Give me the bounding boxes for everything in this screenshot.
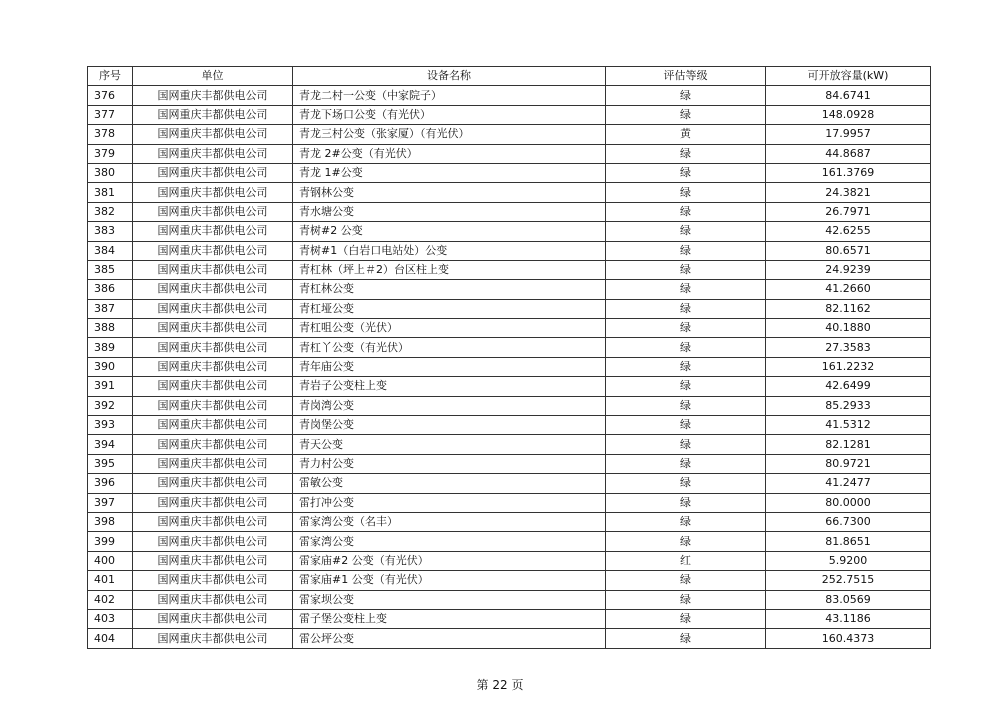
cell-serial: 378 xyxy=(88,125,133,144)
cell-device-name: 青天公变 xyxy=(293,435,606,454)
cell-device-name: 青岗湾公变 xyxy=(293,396,606,415)
cell-device-name: 青水塘公变 xyxy=(293,202,606,221)
cell-unit: 国网重庆丰都供电公司 xyxy=(133,474,293,493)
cell-unit: 国网重庆丰都供电公司 xyxy=(133,144,293,163)
table-row xyxy=(88,474,931,493)
table-row xyxy=(88,357,931,376)
cell-serial: 394 xyxy=(88,435,133,454)
cell-capacity: 42.6255 xyxy=(766,222,931,241)
table-row xyxy=(88,571,931,590)
cell-unit: 国网重庆丰都供电公司 xyxy=(133,125,293,144)
cell-serial: 385 xyxy=(88,260,133,279)
cell-grade: 绿 xyxy=(606,493,766,512)
cell-device-name: 青钢林公变 xyxy=(293,183,606,202)
cell-grade: 绿 xyxy=(606,319,766,338)
table-row xyxy=(88,222,931,241)
cell-grade: 绿 xyxy=(606,377,766,396)
cell-capacity: 42.6499 xyxy=(766,377,931,396)
cell-serial: 382 xyxy=(88,202,133,221)
cell-capacity: 148.0928 xyxy=(766,105,931,124)
table-header-row xyxy=(88,67,931,86)
cell-serial: 392 xyxy=(88,396,133,415)
cell-capacity: 160.4373 xyxy=(766,629,931,648)
cell-serial: 399 xyxy=(88,532,133,551)
cell-capacity: 41.5312 xyxy=(766,416,931,435)
cell-unit: 国网重庆丰都供电公司 xyxy=(133,532,293,551)
table-row xyxy=(88,144,931,163)
table-row xyxy=(88,551,931,570)
cell-serial: 377 xyxy=(88,105,133,124)
table-row xyxy=(88,377,931,396)
cell-unit: 国网重庆丰都供电公司 xyxy=(133,163,293,182)
cell-device-name: 青杠垭公变 xyxy=(293,299,606,318)
table-row xyxy=(88,280,931,299)
cell-device-name: 雷家湾公变 xyxy=(293,532,606,551)
cell-device-name: 青岗堡公变 xyxy=(293,416,606,435)
cell-grade: 绿 xyxy=(606,396,766,415)
cell-unit: 国网重庆丰都供电公司 xyxy=(133,512,293,531)
cell-unit: 国网重庆丰都供电公司 xyxy=(133,280,293,299)
cell-unit: 国网重庆丰都供电公司 xyxy=(133,435,293,454)
capacity-table xyxy=(87,66,931,649)
cell-serial: 384 xyxy=(88,241,133,260)
cell-device-name: 青树#2 公变 xyxy=(293,222,606,241)
cell-unit: 国网重庆丰都供电公司 xyxy=(133,454,293,473)
cell-capacity: 81.8651 xyxy=(766,532,931,551)
cell-device-name: 青岩子公变柱上变 xyxy=(293,377,606,396)
cell-capacity: 5.9200 xyxy=(766,551,931,570)
header-capacity: 可开放容量(kW) xyxy=(766,67,931,86)
cell-grade: 绿 xyxy=(606,532,766,551)
cell-device-name: 雷子堡公变柱上变 xyxy=(293,609,606,628)
cell-unit: 国网重庆丰都供电公司 xyxy=(133,105,293,124)
cell-device-name: 雷公坪公变 xyxy=(293,629,606,648)
cell-grade: 绿 xyxy=(606,86,766,105)
cell-grade: 绿 xyxy=(606,629,766,648)
cell-grade: 绿 xyxy=(606,144,766,163)
cell-device-name: 青力村公变 xyxy=(293,454,606,473)
cell-device-name: 雷家庙#2 公变（有光伏） xyxy=(293,551,606,570)
cell-device-name: 青龙三村公变（张家厦）（有光伏） xyxy=(293,125,606,144)
cell-serial: 386 xyxy=(88,280,133,299)
table-row xyxy=(88,202,931,221)
cell-unit: 国网重庆丰都供电公司 xyxy=(133,551,293,570)
cell-grade: 绿 xyxy=(606,416,766,435)
table-row xyxy=(88,590,931,609)
cell-grade: 绿 xyxy=(606,299,766,318)
table-row xyxy=(88,183,931,202)
cell-capacity: 161.3769 xyxy=(766,163,931,182)
cell-unit: 国网重庆丰都供电公司 xyxy=(133,202,293,221)
cell-device-name: 青年庙公变 xyxy=(293,357,606,376)
cell-capacity: 17.9957 xyxy=(766,125,931,144)
cell-device-name: 雷家庙#1 公变（有光伏） xyxy=(293,571,606,590)
cell-serial: 388 xyxy=(88,319,133,338)
cell-serial: 397 xyxy=(88,493,133,512)
cell-grade: 绿 xyxy=(606,474,766,493)
cell-device-name: 青杠林（坪上＃2）台区柱上变 xyxy=(293,260,606,279)
cell-serial: 389 xyxy=(88,338,133,357)
table-row xyxy=(88,493,931,512)
cell-unit: 国网重庆丰都供电公司 xyxy=(133,571,293,590)
cell-unit: 国网重庆丰都供电公司 xyxy=(133,590,293,609)
cell-unit: 国网重庆丰都供电公司 xyxy=(133,396,293,415)
cell-unit: 国网重庆丰都供电公司 xyxy=(133,609,293,628)
cell-serial: 396 xyxy=(88,474,133,493)
cell-unit: 国网重庆丰都供电公司 xyxy=(133,299,293,318)
table-row xyxy=(88,260,931,279)
cell-device-name: 青龙下场口公变（有光伏） xyxy=(293,105,606,124)
cell-device-name: 青树#1（白岩口电站处）公变 xyxy=(293,241,606,260)
cell-grade: 绿 xyxy=(606,222,766,241)
cell-capacity: 24.3821 xyxy=(766,183,931,202)
cell-capacity: 43.1186 xyxy=(766,609,931,628)
cell-unit: 国网重庆丰都供电公司 xyxy=(133,416,293,435)
cell-grade: 绿 xyxy=(606,590,766,609)
cell-serial: 391 xyxy=(88,377,133,396)
table-row xyxy=(88,105,931,124)
cell-grade: 绿 xyxy=(606,105,766,124)
header-serial: 序号 xyxy=(88,67,133,86)
cell-grade: 绿 xyxy=(606,163,766,182)
cell-serial: 380 xyxy=(88,163,133,182)
cell-device-name: 青杠丫公变（有光伏） xyxy=(293,338,606,357)
cell-serial: 400 xyxy=(88,551,133,570)
table-row xyxy=(88,435,931,454)
cell-unit: 国网重庆丰都供电公司 xyxy=(133,241,293,260)
header-grade: 评估等级 xyxy=(606,67,766,86)
header-device-name: 设备名称 xyxy=(293,67,606,86)
cell-unit: 国网重庆丰都供电公司 xyxy=(133,338,293,357)
cell-capacity: 84.6741 xyxy=(766,86,931,105)
cell-unit: 国网重庆丰都供电公司 xyxy=(133,183,293,202)
cell-serial: 395 xyxy=(88,454,133,473)
cell-device-name: 青龙 1#公变 xyxy=(293,163,606,182)
cell-grade: 绿 xyxy=(606,609,766,628)
cell-grade: 绿 xyxy=(606,357,766,376)
cell-device-name: 雷敏公变 xyxy=(293,474,606,493)
cell-grade: 绿 xyxy=(606,280,766,299)
cell-grade: 绿 xyxy=(606,435,766,454)
cell-capacity: 161.2232 xyxy=(766,357,931,376)
cell-serial: 404 xyxy=(88,629,133,648)
table-row xyxy=(88,125,931,144)
table-row xyxy=(88,512,931,531)
cell-capacity: 24.9239 xyxy=(766,260,931,279)
table-row xyxy=(88,416,931,435)
cell-grade: 绿 xyxy=(606,571,766,590)
table-row xyxy=(88,629,931,648)
cell-serial: 398 xyxy=(88,512,133,531)
table-row xyxy=(88,454,931,473)
cell-serial: 401 xyxy=(88,571,133,590)
cell-grade: 绿 xyxy=(606,183,766,202)
cell-capacity: 26.7971 xyxy=(766,202,931,221)
header-unit: 单位 xyxy=(133,67,293,86)
cell-device-name: 青龙二村一公变（中家院子） xyxy=(293,86,606,105)
table-row xyxy=(88,86,931,105)
cell-capacity: 82.1162 xyxy=(766,299,931,318)
cell-grade: 绿 xyxy=(606,338,766,357)
cell-grade: 绿 xyxy=(606,241,766,260)
cell-unit: 国网重庆丰都供电公司 xyxy=(133,357,293,376)
table-row xyxy=(88,163,931,182)
cell-capacity: 66.7300 xyxy=(766,512,931,531)
cell-device-name: 雷家坝公变 xyxy=(293,590,606,609)
cell-capacity: 80.6571 xyxy=(766,241,931,260)
cell-serial: 379 xyxy=(88,144,133,163)
table-row xyxy=(88,532,931,551)
cell-serial: 376 xyxy=(88,86,133,105)
table-row xyxy=(88,299,931,318)
cell-grade: 红 xyxy=(606,551,766,570)
cell-capacity: 80.0000 xyxy=(766,493,931,512)
cell-device-name: 青龙 2#公变（有光伏） xyxy=(293,144,606,163)
cell-capacity: 41.2660 xyxy=(766,280,931,299)
table-row xyxy=(88,338,931,357)
cell-capacity: 27.3583 xyxy=(766,338,931,357)
cell-unit: 国网重庆丰都供电公司 xyxy=(133,493,293,512)
cell-serial: 393 xyxy=(88,416,133,435)
cell-capacity: 44.8687 xyxy=(766,144,931,163)
cell-capacity: 85.2933 xyxy=(766,396,931,415)
cell-capacity: 40.1880 xyxy=(766,319,931,338)
cell-device-name: 青杠林公变 xyxy=(293,280,606,299)
cell-capacity: 41.2477 xyxy=(766,474,931,493)
cell-grade: 绿 xyxy=(606,260,766,279)
cell-capacity: 82.1281 xyxy=(766,435,931,454)
cell-unit: 国网重庆丰都供电公司 xyxy=(133,222,293,241)
cell-serial: 383 xyxy=(88,222,133,241)
cell-capacity: 80.9721 xyxy=(766,454,931,473)
cell-serial: 390 xyxy=(88,357,133,376)
table-row xyxy=(88,319,931,338)
cell-serial: 403 xyxy=(88,609,133,628)
table-row xyxy=(88,396,931,415)
cell-device-name: 雷家湾公变（名丰） xyxy=(293,512,606,531)
cell-grade: 黄 xyxy=(606,125,766,144)
cell-unit: 国网重庆丰都供电公司 xyxy=(133,377,293,396)
cell-grade: 绿 xyxy=(606,512,766,531)
cell-device-name: 雷打冲公变 xyxy=(293,493,606,512)
cell-device-name: 青杠咀公变（光伏） xyxy=(293,319,606,338)
table-row xyxy=(88,241,931,260)
cell-unit: 国网重庆丰都供电公司 xyxy=(133,260,293,279)
cell-serial: 387 xyxy=(88,299,133,318)
cell-serial: 381 xyxy=(88,183,133,202)
cell-grade: 绿 xyxy=(606,454,766,473)
cell-unit: 国网重庆丰都供电公司 xyxy=(133,319,293,338)
cell-unit: 国网重庆丰都供电公司 xyxy=(133,86,293,105)
table-row xyxy=(88,609,931,628)
cell-capacity: 83.0569 xyxy=(766,590,931,609)
cell-serial: 402 xyxy=(88,590,133,609)
cell-capacity: 252.7515 xyxy=(766,571,931,590)
page-number: 第 22 页 xyxy=(476,678,524,692)
cell-unit: 国网重庆丰都供电公司 xyxy=(133,629,293,648)
cell-grade: 绿 xyxy=(606,202,766,221)
